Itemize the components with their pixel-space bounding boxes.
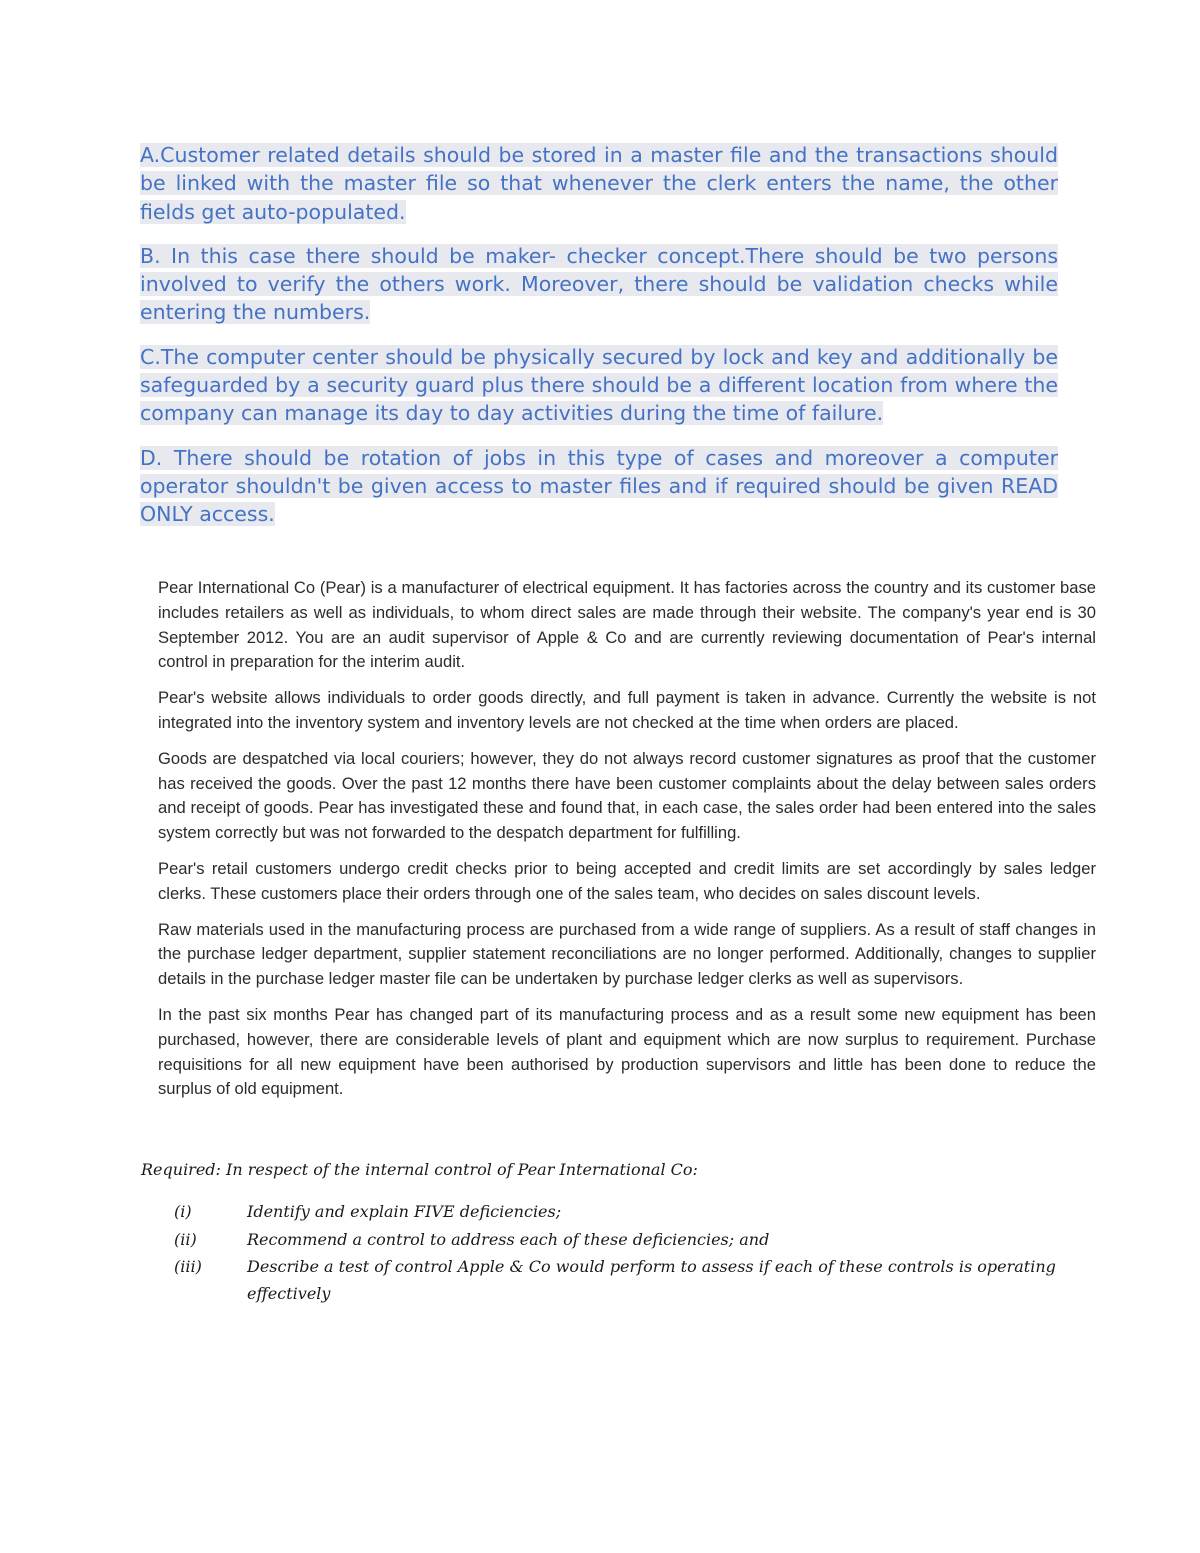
answer-d [140, 444, 1058, 529]
required-list [174, 1199, 1074, 1308]
required-item [174, 1254, 1074, 1307]
question-scenario [158, 576, 1096, 1113]
answer-a-text: A.Customer related details should be stored in a master file and the transactions should be linked with the master file so that whenever the clerk enters the name, the other fields get auto-populated. [140, 143, 1058, 224]
required-item-text: Describe a test of control Apple & Co would perform to assess if each of these controls is operating effectively [247, 1257, 1056, 1303]
scenario-paragraph-2: Pear's website allows individuals to order goods directly, and full payment is taken in advance. Currently the website is not integrated into the inventory system and inventory levels are not checked at the time when orders are placed. [158, 688, 1096, 732]
required-item-text: Recommend a control to address each of these deficiencies; and [247, 1229, 770, 1249]
required-item-number: (i) [174, 1202, 192, 1221]
required-item [174, 1199, 1074, 1226]
required-item-text: Identify and explain FIVE deficiencies; [247, 1202, 562, 1221]
required-item-number: (ii) [174, 1229, 197, 1249]
scenario-paragraph-1: Pear International Co (Pear) is a manufacturer of electrical equipment. It has factories across the country and its customer base includes retailers as well as individuals, to whom direct sales are made through their website. The company's year end is 30 September 2012. You are an audit supervisor of Apple & Co and are currently reviewing documentation of Pear's internal control in preparation for the interim audit. [158, 578, 1096, 672]
answer-d-text: D. There should be rotation of jobs in this type of cases and moreover a computer operator shouldn't be given access to master files and if required should be given READ ONLY access. [140, 445, 1058, 527]
answer-c [140, 343, 1058, 428]
scenario-paragraph-3: Goods are despatched via local couriers; however, they do not always record customer signatures as proof that the customer has received the goods. Over the past 12 months there have been customer complaints about the delay between sales orders and receipt of goods. Pear has investigated these and found that, in each case, the sales order had been entered into the sales system correctly but was not forwarded to the despatch department for fulfilling. [158, 748, 1096, 843]
scenario-paragraph-5: Raw materials used in the manufacturing process are purchased from a wide range of suppliers. As a result of staff changes in the purchase ledger department, supplier statement reconciliations are no longer performed. Additionally, changes to supplier details in the purchase ledger master file can be undertaken by purchase ledger clerks as well as supervisors. [158, 919, 1096, 989]
required-intro: Required: In respect of the internal control of Pear International Co: [141, 1160, 698, 1179]
required-item [174, 1227, 1074, 1254]
answer-b [140, 242, 1058, 327]
required-item-number: (iii) [174, 1257, 202, 1276]
answer-a [140, 141, 1058, 226]
scenario-paragraph-6: In the past six months Pear has changed part of its manufacturing process and as a result some new equipment has been purchased, however, there are considerable levels of plant and equipment which are now surplus to requirement. Purchase requisitions for all new equipment have been authorised by production supervisors and little has been done to reduce the surplus of old equipment. [158, 1004, 1096, 1099]
answer-section [140, 141, 1058, 545]
answer-b-text: B. In this case there should be maker- checker concept.There should be two persons involved to verify the others work. Moreover, there should be validation checks while entering the numbers. [140, 243, 1058, 325]
answer-c-text: C.The computer center should be physically secured by lock and key and additionally be safeguarded by a security guard plus there should be a different location from where the company can manage its day to day activities during the time of failure. [140, 344, 1058, 426]
scenario-paragraph-4: Pear's retail customers undergo credit checks prior to being accepted and credit limits are set accordingly by sales ledger clerks. These customers place their orders through one of the sales team, who decides on sales discount levels. [158, 858, 1096, 903]
